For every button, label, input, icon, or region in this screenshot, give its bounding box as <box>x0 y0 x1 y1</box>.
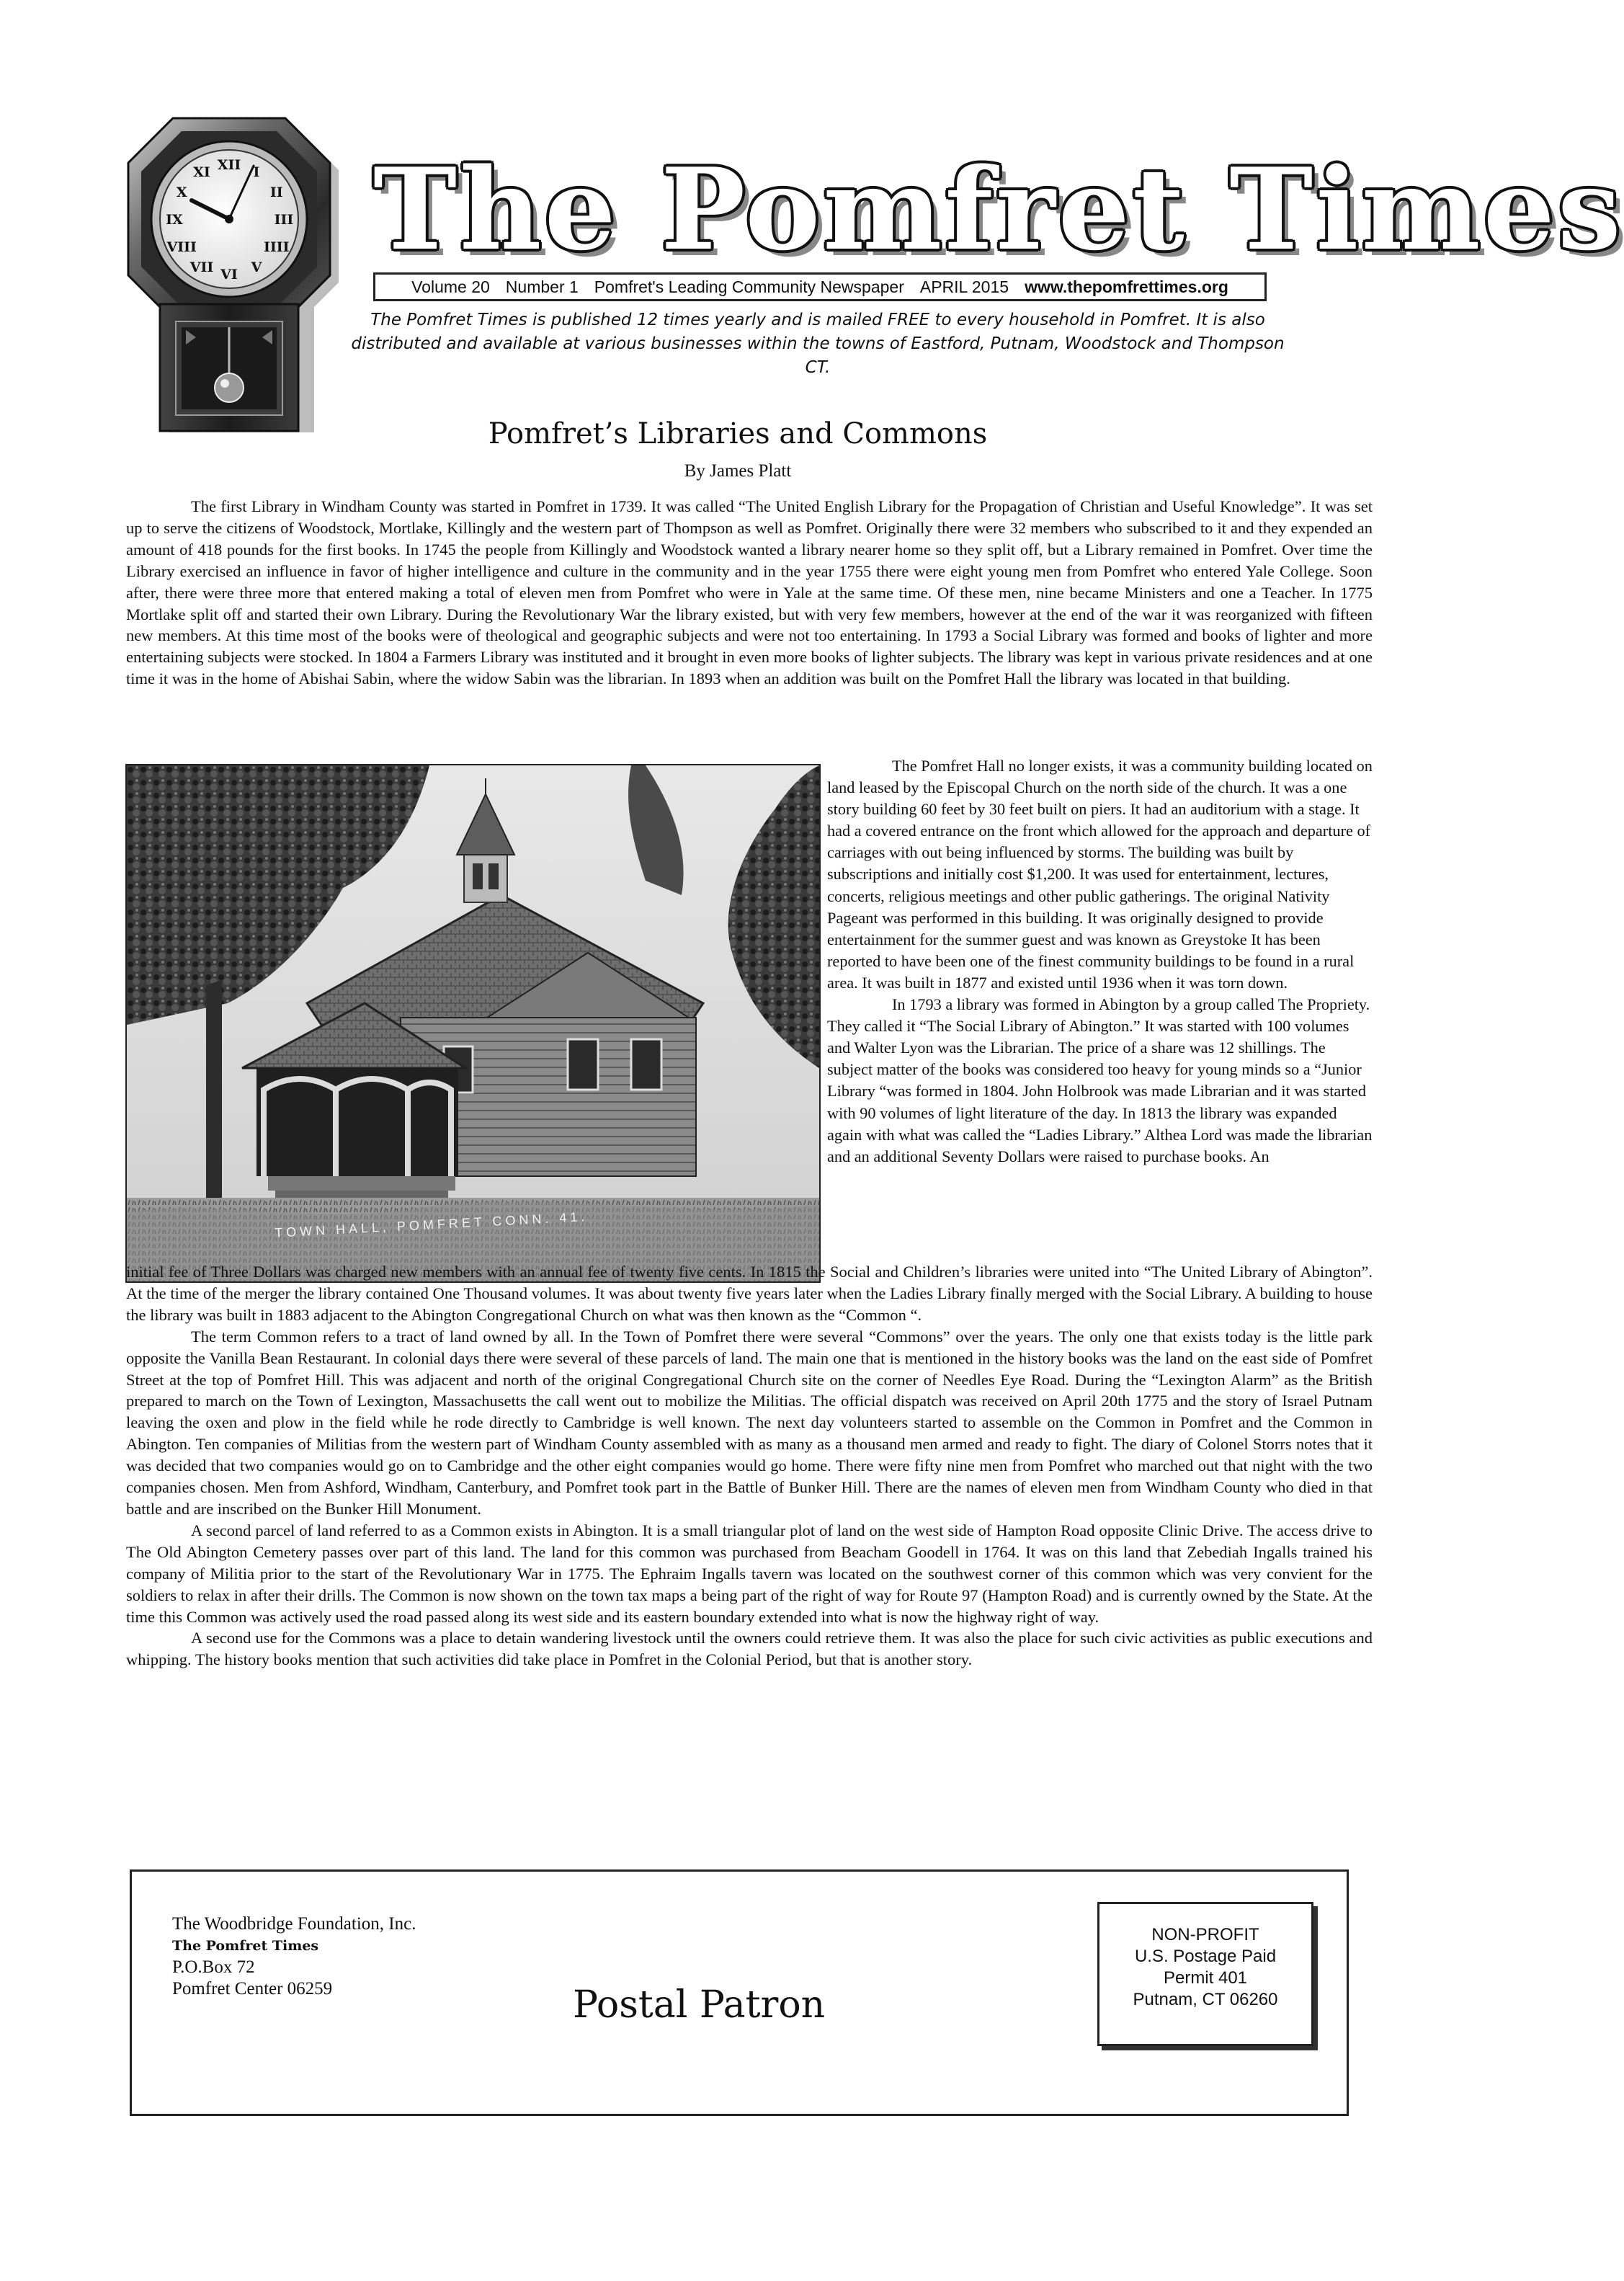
clock-numeral: VI <box>220 267 238 283</box>
return-address <box>172 1913 416 2000</box>
postage-indicia <box>1097 1902 1313 2046</box>
second-use-paragraph: A second use for the Commons was a place to detain wandering livestock until the owners could retrieve them. It was also the place for such civic activities as public executions and whipping. The history books mention that such activities did take place in Pomfret in the Colonial Period, but that is another story. <box>126 1629 1373 1669</box>
return-address-org: The Woodbridge Foundation, Inc. <box>172 1914 416 1934</box>
number-label: Number 1 <box>505 277 579 296</box>
abington-continued-paragraph: initial fee of Three Dollars was charged new members with an annual fee of twenty five cents. In 1815 the Social and Children’s libraries were united into “The United Library of Abington”. At the time of the merger the library contained One Thousand volumes. It was about twenty five years later when the Ladies Library finally merged with the Social Library. A building to house the library was built in 1883 adjacent to the Abington Congregational Church on what was then known as the “Common “. <box>126 1263 1373 1324</box>
clock-numeral: III <box>274 212 294 228</box>
volume-label: Volume 20 <box>411 277 490 296</box>
article-headline: Pomfret’s Libraries and Commons <box>488 417 988 450</box>
postage-line-nonprofit: NON-PROFIT <box>1151 1925 1259 1944</box>
article-lower-section <box>126 1261 1373 1671</box>
website-link[interactable]: www.thepomfrettimes.org <box>1025 277 1228 296</box>
pomfret-hall-paragraph: The Pomfret Hall no longer exists, it was a community building located on land leased by the Episcopal Church on the north side of the church. It was a one story building 60 feet by 30 feet built on piers. It had an auditorium with a stage. It had a covered entrance on the front which allowed for the approach and departure of carriages with out being influenced by storms. The building was built by subscriptions and initially cost $1,200. It was used for entertainment, lectures, concerts, religious meetings and other public gatherings. The original Nativity Pageant was performed in this building. It was originally designed to provide entertainment for the summer guest and was known as Greystoke It has been reported to have been one of the finest community buildings to be found in a rural area. It was built in 1877 and existed until 1936 when it was torn down. <box>827 757 1373 992</box>
clock-numeral: IX <box>166 212 183 228</box>
clock-numeral: X <box>176 184 187 200</box>
clock-numeral: II <box>269 184 283 200</box>
clock-numeral: VII <box>189 259 214 275</box>
publication-tagline: The Pomfret Times is published 12 times yearly and is mailed FREE to every household in Pomfret. It is also distributed and available at various businesses within the towns of Eastford, Putnam, Woodstock and Thompson CT. <box>351 311 1285 377</box>
clock-numeral: IIII <box>264 239 290 255</box>
return-address-city: Pomfret Center 06259 <box>172 1979 333 1998</box>
article-intro-section <box>126 496 1373 690</box>
postage-line-city: Putnam, CT 06260 <box>1133 1990 1278 2009</box>
issue-info-bar <box>373 272 1267 301</box>
intro-paragraph: The first Library in Windham County was started in Pomfret in 1739. It was called “The United English Library for the Propagation of Christian and Useful Knowledge”. It was set up to serve the citizens of Woodstock, Mortlake, Killingly and the western part of Thompson as well as Pomfret. Originally there were 32 members who subscribed to it and they expended an amount of 418 pounds for the first books. In 1745 the people from Killingly and Woodstock wanted a library nearer home so they split off, but a Library remained in Pomfret. Over time the Library exercised an influence in favor of higher intelligence and culture in the community and in the year 1755 there were eight young men from Pomfret who entered Yale College. Soon after, there were three more that entered making a total of eleven men from Pomfret who were in Yale at the same time. Of these men, nine became Ministers and one a Teacher. In 1775 Mortlake split off and started their own Library. During the Revolutionary War the library existed, but with very few members, however at the end of the war it was reorganized with fifteen new members. At this time most of the books were of theological and geographic subjects and were not too entertaining. In 1793 a Social Library was formed and books of lighter and more entertaining subjects were stocked. In 1804 a Farmers Library was instituted and it brought in even more books of lighter subjects. The library was kept in various private residences and at one time it was in the home of Abishai Sabin, where the widow Sabin was the librarian. In 1893 when an addition was built on the Pomfret Hall the library was located in that building. <box>126 497 1373 688</box>
article-right-column <box>827 755 1375 1168</box>
clock-numeral: V <box>251 259 262 275</box>
postage-line-paid: U.S. Postage Paid <box>1134 1947 1277 1966</box>
wall-clock-illustration <box>128 115 342 436</box>
slogan-label: Pomfret's Leading Community Newspaper <box>594 277 904 296</box>
clock-numeral: XII <box>217 157 241 173</box>
mailing-label-box <box>130 1869 1349 2116</box>
clock-numeral: VIII <box>166 239 197 255</box>
issue-date: APRIL 2015 <box>919 277 1009 296</box>
common-paragraph: The term Common refers to a tract of land owned by all. In the Town of Pomfret there were several “Commons” over the years. The only one that exists today is the little park opposite the Vanilla Bean Restaurant. In colonial days there were several of these parcels of land. The main one that is mentioned in the history books was the land on the east side of Pomfret Street at the top of Pomfret Hill. This was adjacent and north of the original Congregational Church site on the corner of Needles Eye Road. During the “Lexington Alarm” as the British prepared to march on the Town of Lexington, Massachusetts the call went out to mobilize the Militias. The official dispatch was received on April 20th 1775 and the story of Israel Putnam leaving the oxen and plow in the field while he rode directly to Cambridge is well known. The next day volunteers started to assemble on the Common in Pomfret and the Common in Abington. Ten companies of Militias from the western part of Windham County assembled with as many as a thousand men armed and ready to fight. The diary of Colonel Storrs notes that it was decided that two companies would go on to Cambridge and the other eight companies would go home. There were fifty nine men from Pomfret who marched out that night with the two companies chosen. Men from Ashford, Windham, Canterbury, and Pomfret took part in the Battle of Bunker Hill. There are the names of eleven men from Windham County who died in that battle and are inscribed on the Bunker Hill Monument. <box>126 1327 1373 1518</box>
article-byline: By James Platt <box>684 461 792 481</box>
pomfret-hall-image <box>127 765 819 1281</box>
pomfret-hall-photo <box>125 764 821 1283</box>
masthead-title: The Pomfret Times <box>373 143 1624 275</box>
return-address-box: P.O.Box 72 <box>172 1957 255 1977</box>
second-common-paragraph: A second parcel of land referred to as a Common exists in Abington. It is a small triangular plot of land on the west side of Hampton Road opposite Clinic Drive. The access drive to The Old Abington Cemetery passes over part of this land. The land for this common was purchased from Beacham Goodell in 1764. It was on this land that Zebediah Ingalls trained his company of Militia prior to the start of the Revolutionary War in 1775. The Ephraim Ingalls tavern was located on the southwest corner of this common which was very convient for the soldiers to relax in after their drills. The Common is now shown on the town tax maps a being part of the right of way for Route 97 (Hampton Road) and is currently owned by the State. At the time this Common was actively used the road passed along its west side and its eastern boundary extended into what is now the highway right of way. <box>126 1521 1373 1626</box>
clock-numeral: XI <box>193 164 210 181</box>
recipient-label: Postal Patron <box>573 1983 826 2027</box>
return-address-paper: The Pomfret Times <box>172 1938 319 1954</box>
abington-library-paragraph: In 1793 a library was formed in Abington by a group called The Propriety. They called it “The Social Library of Abington.” It was started with 100 volumes and Walter Lyon was the Librarian. The price of a share was 12 shillings. The subject matter of the books was considered too heavy for young minds so a “Junior Library “was formed in 1804. John Holbrook was made Librarian and it was started with 90 volumes of light literature of the day. In 1813 the library was expanded again with what was called the “Ladies Library.” Althea Lord was made the librarian and an additional Seventy Dollars were raised to purchase books. An <box>827 995 1373 1165</box>
clock-numeral: I <box>253 164 260 181</box>
photo-caption: TOWN HALL, POMFRET CONN. 41. <box>274 1209 589 1240</box>
postage-line-permit: Permit 401 <box>1163 1968 1248 1988</box>
